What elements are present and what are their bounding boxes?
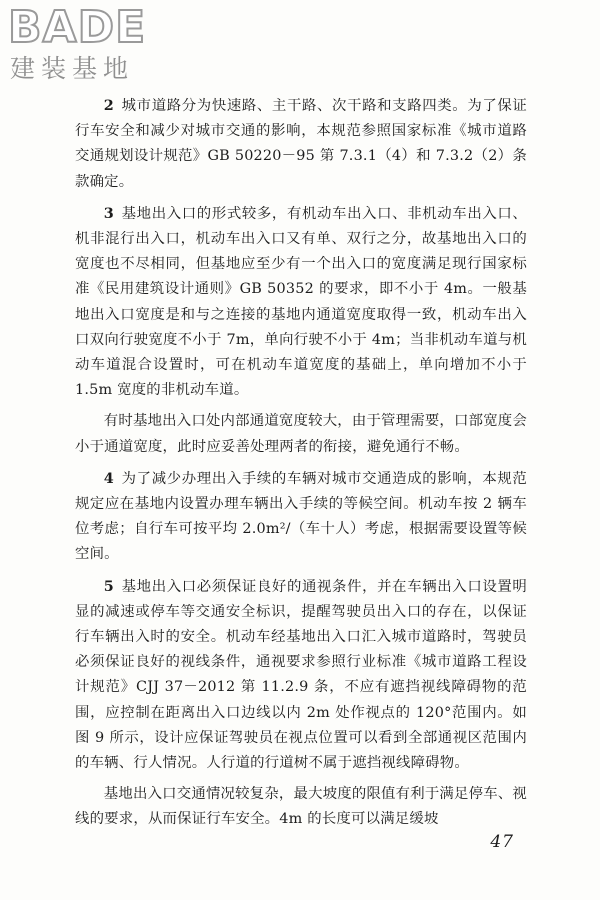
paragraph-text: 城市道路分为快速路、主干路、次干路和支路四类。为了保证行车安全和减少对城市交通的影响，本规范参照国家标准《城市道路交通规划设计规范》GB 50220－95 第 7.3.1（4）和 7.3.2（2）条款确定。	[75, 98, 527, 190]
page-number: 47	[490, 832, 514, 852]
paragraph-text: 基地出入口的形式较多，有机动车出入口、非机动车出入口、机非混行出入口，机动车出入口又有单、双行之分，故基地出入口的宽度也不尽相同，但基地应至少有一个出入口的宽度满足现行国家标准《民用建筑设计通则》GB 50352 的要求，即不小于 4m。一般基地出入口宽度是和与之连接的基地内通道宽度取得一致，机动车出入口双向行驶宽度不小于 7m，单向行驶不小于 4m；当非机动车道与机动车道混合设置时，可在机动车道宽度的基础上，单向增加不小于 1.5m 宽度的非机动车道。	[75, 205, 527, 399]
item-number: 2	[103, 97, 115, 114]
paragraph-slope-note	[75, 782, 527, 832]
logo-subtitle: 建装基地	[10, 54, 135, 83]
bade-logo	[8, 4, 178, 86]
item-number: 4	[103, 469, 115, 487]
paragraph-text: 为了减少办理出入手续的车辆对城市交通造成的影响，本规范规定应在基地内设置办理车辆出入手续的等候空间。机动车按 2 辆车位考虑；自行车可按平均 2.0m²/（车十人）考虑，根据需要设置等候空间。	[75, 470, 527, 563]
paragraph-item-3-continued	[75, 409, 527, 459]
item-number: 5	[103, 577, 115, 595]
paragraph-item-2	[75, 93, 527, 195]
paragraph-text: 有时基地出入口处内部通道宽度较大，由于管理需要，口部宽度会小于通道宽度，此时应妥善处理两者的衔接，避免通行不畅。	[75, 413, 527, 455]
paragraph-text: 基地出入口交通情况较复杂，最大坡度的限值有利于满足停车、视线的要求，从而保证行车安全。4m 的长度可以满足缓坡	[75, 786, 527, 828]
paragraph-item-4	[75, 466, 527, 568]
item-number: 3	[103, 204, 115, 222]
paragraph-item-3	[75, 201, 527, 404]
paragraph-item-5	[75, 574, 527, 777]
logo-wordmark: BADE	[8, 2, 147, 53]
paragraph-text: 基地出入口必须保证良好的通视条件，并在车辆出入口设置明显的减速或停车等交通安全标识，提醒驾驶员出入口的存在，以保证行车辆出入时的安全。机动车经基地出入口汇入城市道路时，驾驶员必须保证良好的视线条件，通视要求参照行业标准《城市道路工程设计规范》CJJ 37－2012 第 11.2.9 条，不应有遮挡视线障碍物的范围，应控制在距离出入口边线以内 2m 处作视点的 120°范围内。如图 9 所示，设计应保证驾驶员在视点位置可以看到全部通视区范围内的车辆、行人情况。人行道的行道树不属于遮挡视线障碍物。	[75, 578, 527, 772]
document-body	[75, 93, 527, 833]
